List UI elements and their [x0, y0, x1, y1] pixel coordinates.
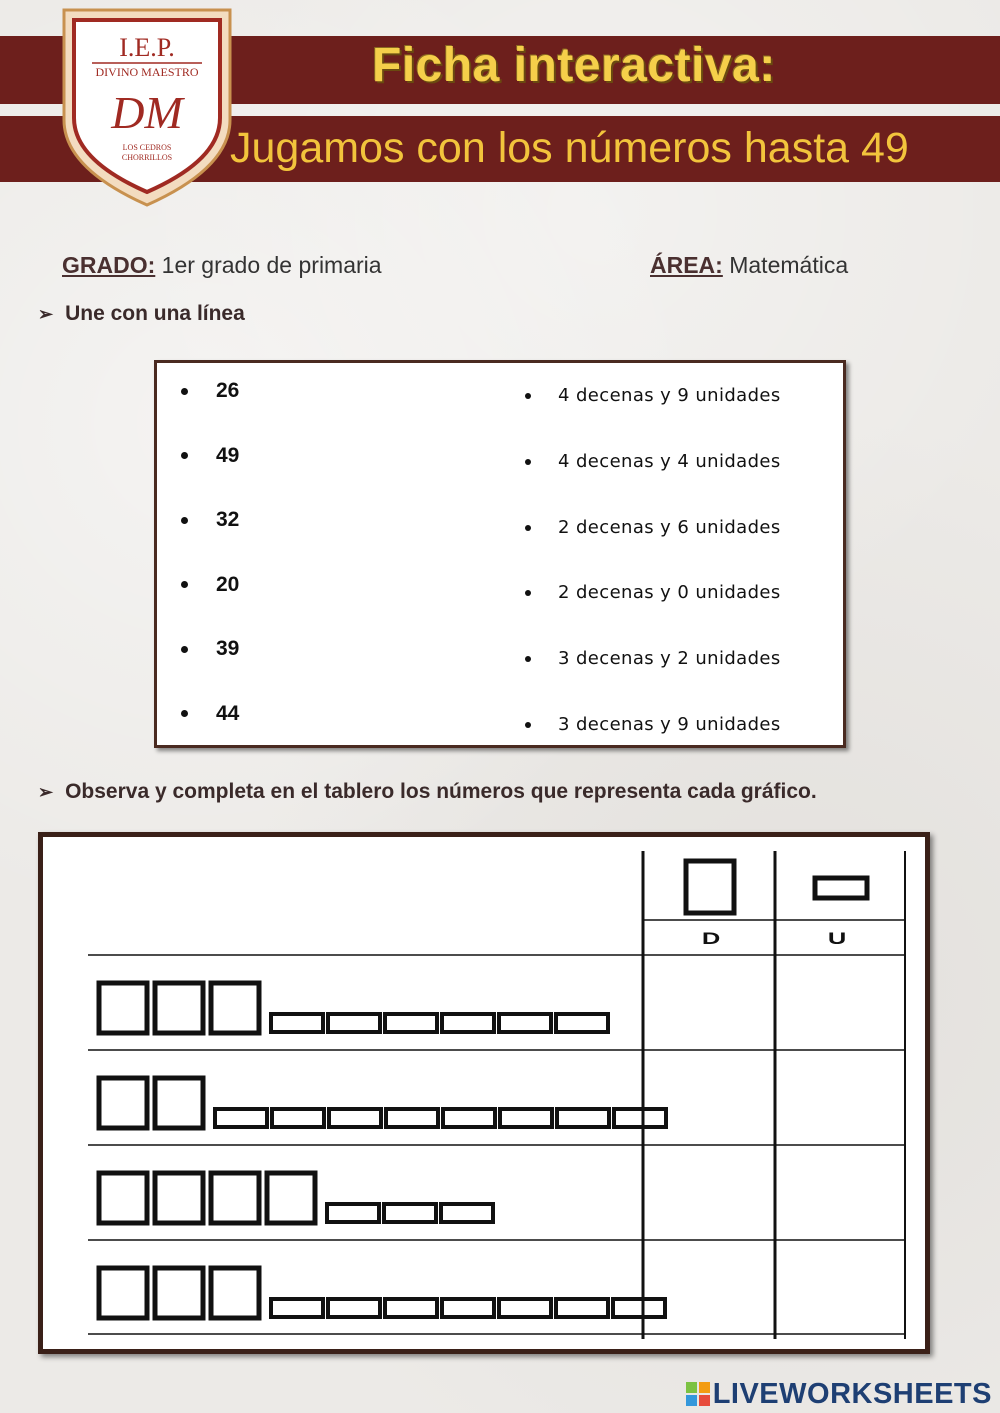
logo-line3: LOS CEDROS — [122, 143, 172, 152]
unit-block — [271, 1014, 323, 1032]
tens-block — [155, 1173, 203, 1223]
logo-line1: I.E.P. — [119, 33, 175, 62]
unit-block — [500, 1109, 552, 1127]
column-u-label: U — [827, 929, 847, 948]
tens-block — [267, 1173, 315, 1223]
page-subtitle: Jugamos con los números hasta 49 — [230, 124, 909, 172]
answer-cell-d[interactable] — [645, 957, 773, 1048]
tens-block — [155, 983, 203, 1033]
tens-block — [155, 1268, 203, 1318]
unit-block — [443, 1109, 495, 1127]
tens-block — [211, 983, 259, 1033]
school-logo — [52, 0, 242, 210]
number-item[interactable]: 20 — [181, 573, 239, 638]
description-item[interactable]: 2 decenas y 6 unidades — [525, 517, 781, 583]
instruction-2: ➢ Observa y completa en el tablero los números que representa cada gráfico. — [38, 780, 817, 803]
tens-block — [99, 983, 147, 1033]
logo-monogram: DM — [111, 87, 183, 138]
unit-block — [499, 1014, 551, 1032]
unit-block — [215, 1109, 267, 1127]
unit-block — [328, 1299, 380, 1317]
tens-block — [99, 1078, 147, 1128]
unit-block — [442, 1299, 494, 1317]
matching-exercise — [154, 360, 846, 748]
description-item[interactable]: 4 decenas y 9 unidades — [525, 385, 781, 451]
area-label: ÁREA: — [650, 252, 723, 278]
description-item[interactable]: 3 decenas y 9 unidades — [525, 714, 781, 780]
unit-block — [556, 1014, 608, 1032]
page-title: Ficha interactiva: — [372, 39, 776, 92]
unit-block — [499, 1299, 551, 1317]
answer-cell-u[interactable] — [777, 957, 903, 1048]
liveworksheets-logo: LIVEWORKSHEETS — [686, 1378, 992, 1411]
number-item[interactable]: 39 — [181, 637, 239, 702]
unit-block — [384, 1204, 436, 1222]
arrow-bullet-icon: ➢ — [38, 782, 54, 802]
number-item[interactable]: 32 — [181, 508, 239, 573]
answer-cell-u[interactable] — [777, 1242, 903, 1332]
tens-block — [99, 1173, 147, 1223]
unit-block — [556, 1299, 608, 1317]
tens-block — [211, 1173, 259, 1223]
number-item[interactable]: 26 — [181, 379, 239, 444]
unit-block — [272, 1109, 324, 1127]
description-item[interactable]: 4 decenas y 4 unidades — [525, 451, 781, 517]
answer-cell-d[interactable] — [645, 1052, 773, 1143]
unit-block — [442, 1014, 494, 1032]
place-value-board — [38, 832, 930, 1354]
number-item[interactable]: 44 — [181, 702, 239, 767]
grado-field — [62, 252, 382, 279]
unit-block — [329, 1109, 381, 1127]
area-value: Matemática — [729, 252, 849, 278]
tens-bar-icon — [686, 861, 734, 913]
logo-line4: CHORRILLOS — [121, 153, 173, 162]
instruction-1: ➢ Une con una línea — [38, 302, 245, 325]
unit-block — [328, 1014, 380, 1032]
description-item[interactable]: 3 decenas y 2 unidades — [525, 648, 781, 714]
grado-value: 1er grado de primaria — [161, 252, 382, 278]
grado-label: GRADO: — [62, 252, 156, 278]
unit-block — [385, 1299, 437, 1317]
unit-block-icon — [815, 878, 867, 898]
liveworksheets-icon — [686, 1382, 710, 1406]
unit-block — [386, 1109, 438, 1127]
place-value-grid — [43, 837, 915, 1339]
tens-block — [99, 1268, 147, 1318]
description-item[interactable]: 2 decenas y 0 unidades — [525, 582, 781, 648]
number-item[interactable]: 49 — [181, 444, 239, 509]
arrow-bullet-icon: ➢ — [38, 304, 54, 324]
unit-block — [385, 1014, 437, 1032]
unit-block — [557, 1109, 609, 1127]
tens-block — [211, 1268, 259, 1318]
answer-cell-u[interactable] — [777, 1052, 903, 1143]
unit-block — [271, 1299, 323, 1317]
logo-line2: DIVINO MAESTRO — [95, 65, 199, 79]
tens-block — [155, 1078, 203, 1128]
unit-block — [441, 1204, 493, 1222]
area-field — [650, 252, 848, 279]
answer-cell-d[interactable] — [645, 1147, 773, 1238]
description-list — [525, 385, 781, 780]
number-list — [181, 379, 239, 766]
answer-cell-u[interactable] — [777, 1147, 903, 1238]
unit-block — [327, 1204, 379, 1222]
column-d-label: D — [701, 929, 721, 948]
